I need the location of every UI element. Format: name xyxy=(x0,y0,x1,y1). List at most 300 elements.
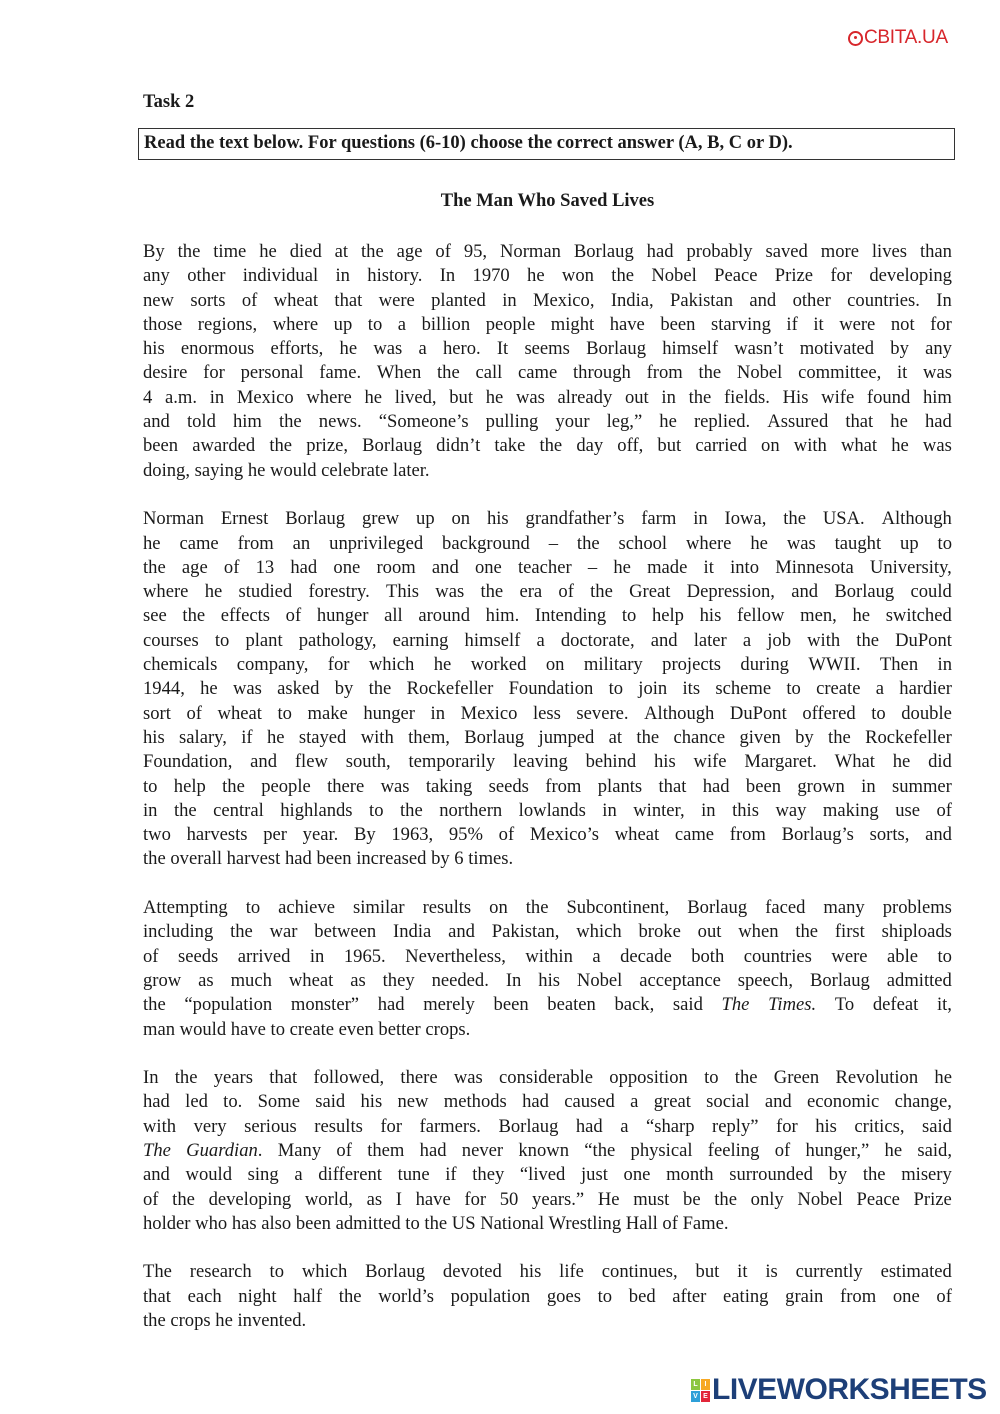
line-text: could xyxy=(910,581,952,603)
line-text: speech, xyxy=(737,969,794,991)
line-text: that xyxy=(143,1285,171,1307)
line-text: teacher xyxy=(518,556,572,578)
line-text: any xyxy=(925,338,952,360)
line-text: his xyxy=(519,1261,542,1283)
line-text: the xyxy=(143,556,166,578)
italic-source: The xyxy=(721,994,750,1016)
text-line xyxy=(143,313,952,337)
line-text: sing xyxy=(247,1164,279,1186)
line-text: of xyxy=(936,799,952,821)
line-text: much xyxy=(230,969,272,991)
line-text: other xyxy=(792,289,831,311)
line-text: In xyxy=(439,265,456,287)
line-text: not xyxy=(890,313,915,335)
line-text: India, xyxy=(610,289,654,311)
line-text: pulling xyxy=(485,411,539,433)
line-text: 50 xyxy=(499,1188,519,1210)
line-text: one xyxy=(892,1285,920,1307)
line-text: which xyxy=(368,654,415,676)
line-text: background xyxy=(442,532,530,554)
line-text: the xyxy=(525,897,549,919)
line-text: he xyxy=(527,265,545,287)
article-title: The Man Who Saved Lives xyxy=(440,191,655,211)
line-text: hunger xyxy=(316,605,369,627)
line-text: had xyxy=(575,1115,603,1137)
line-text: grew xyxy=(361,508,400,530)
line-text: to xyxy=(608,678,624,700)
line-text: the xyxy=(783,508,806,530)
line-text: harvests xyxy=(186,824,248,846)
line-text: the xyxy=(611,265,634,287)
line-text: shiploads xyxy=(881,921,952,943)
italic-source: Times. xyxy=(768,994,817,1016)
line-text: to xyxy=(214,629,230,651)
line-text: Green xyxy=(773,1067,820,1089)
line-text: Although xyxy=(881,508,952,530)
line-text: of xyxy=(285,605,302,627)
text-line xyxy=(143,240,952,264)
line-text: grandfather’s xyxy=(525,508,625,530)
line-text: offered xyxy=(802,702,856,724)
tile-l: L xyxy=(691,1379,700,1390)
line-text: DuPont xyxy=(729,702,787,724)
line-text: the xyxy=(338,1285,362,1307)
line-text: By xyxy=(353,824,376,846)
line-text: been xyxy=(493,994,529,1016)
line-text: to xyxy=(621,605,637,627)
line-text: achieve xyxy=(278,897,335,919)
line-text: that xyxy=(658,775,687,797)
line-text: beaten xyxy=(547,994,596,1016)
line-text: to xyxy=(245,897,261,919)
line-text: doctorate, xyxy=(560,629,635,651)
tile-i: I xyxy=(701,1379,710,1390)
line-text: lives xyxy=(871,241,908,262)
line-text: Assured xyxy=(767,411,829,433)
line-text: Borlaug xyxy=(687,897,748,919)
line-text: into xyxy=(730,556,760,578)
line-text: but xyxy=(657,435,682,457)
line-text: research xyxy=(189,1261,252,1283)
line-text: his xyxy=(143,726,165,748)
text-line xyxy=(143,1139,952,1163)
line-text: To xyxy=(834,994,855,1016)
line-text: his xyxy=(654,751,676,773)
line-text: efforts, xyxy=(270,338,324,360)
line-text: didn’t xyxy=(436,435,481,457)
line-text: social xyxy=(706,1091,750,1113)
line-text: He xyxy=(597,1188,620,1210)
liveworksheets-logo xyxy=(691,1373,987,1407)
line-text: change, xyxy=(894,1091,952,1113)
line-text: back, xyxy=(614,994,655,1016)
line-text: severe. xyxy=(576,702,629,724)
line-text: grown xyxy=(797,775,845,797)
line-text: bed xyxy=(628,1285,656,1307)
line-text: the xyxy=(636,726,660,748)
line-text: Nobel xyxy=(797,1188,843,1210)
line-text: and xyxy=(431,556,459,578)
line-text: one xyxy=(333,556,361,578)
line-text: and xyxy=(764,1091,792,1113)
line-text: Borlaug xyxy=(285,508,346,530)
line-text: northern xyxy=(439,799,503,821)
line-text: summer xyxy=(891,775,952,797)
line-text: he xyxy=(750,532,768,554)
line-text: by xyxy=(795,726,814,748)
line-text: switched xyxy=(885,605,952,627)
line-text: died xyxy=(289,241,322,262)
line-text: if xyxy=(445,1164,457,1186)
line-text: had xyxy=(290,556,318,578)
line-text: considerable xyxy=(499,1067,594,1089)
line-text: different xyxy=(318,1164,382,1186)
line-text: him xyxy=(232,411,262,433)
line-text: Prize xyxy=(774,265,814,287)
line-text: your xyxy=(555,411,590,433)
line-text: . xyxy=(257,1139,263,1161)
line-text: from xyxy=(729,824,766,846)
line-text: its xyxy=(682,678,701,700)
line-text: acceptance xyxy=(639,969,721,991)
line-text: worked xyxy=(470,654,527,676)
line-text: day xyxy=(576,435,604,457)
line-text: the xyxy=(698,362,722,384)
line-text: the xyxy=(734,1067,758,1089)
line-text: continues, xyxy=(601,1261,678,1283)
line-text: have xyxy=(609,313,645,335)
line-text: In xyxy=(505,969,522,991)
line-text: economic xyxy=(807,1091,880,1113)
line-text: era xyxy=(519,581,543,603)
line-text: take xyxy=(494,435,526,457)
text-line xyxy=(143,1285,952,1309)
line-text: him. xyxy=(485,605,520,627)
paragraph xyxy=(143,507,952,871)
line-text: “Someone’s xyxy=(378,411,469,433)
line-text: wheat xyxy=(288,969,334,991)
line-text: known xyxy=(518,1139,569,1161)
line-text: said xyxy=(672,994,703,1016)
line-text: great xyxy=(653,1091,691,1113)
line-text: a.m. xyxy=(164,386,197,408)
word-group xyxy=(186,1139,262,1163)
line-text: on xyxy=(761,435,780,457)
line-text: is xyxy=(765,1261,778,1283)
line-text: prize, xyxy=(306,435,348,457)
line-text: he xyxy=(339,338,358,360)
line-text: up xyxy=(416,508,435,530)
line-text: making xyxy=(822,799,879,821)
line-text: month xyxy=(666,1164,714,1186)
line-text: caused xyxy=(564,1091,615,1113)
line-text: up xyxy=(900,532,919,554)
text-line xyxy=(143,604,952,628)
line-text: this xyxy=(732,799,759,821)
line-text: history. xyxy=(367,265,423,287)
line-text: the xyxy=(222,775,245,797)
line-text: grain xyxy=(785,1285,824,1307)
line-text: up xyxy=(333,313,353,335)
line-text: his xyxy=(360,1091,383,1113)
line-text: be xyxy=(683,1188,701,1210)
line-text: the xyxy=(143,994,166,1016)
line-text: developing xyxy=(208,1188,292,1210)
line-text: devoted xyxy=(442,1261,502,1283)
line-text: he xyxy=(852,605,871,627)
line-text: as xyxy=(366,1188,383,1210)
line-text: call xyxy=(475,362,503,384)
line-text: both xyxy=(691,945,725,967)
line-text: Mexico, xyxy=(533,289,595,311)
line-text: he xyxy=(259,241,277,262)
line-text: they xyxy=(382,969,415,991)
line-text: merely xyxy=(423,994,475,1016)
line-text: what xyxy=(840,435,878,457)
line-text: the xyxy=(174,1067,198,1089)
line-text: very xyxy=(193,1115,227,1137)
text-line xyxy=(143,823,952,847)
article-body xyxy=(143,240,952,1358)
line-text: to xyxy=(704,1067,719,1089)
line-text: scheme xyxy=(715,678,772,700)
line-text: Borlaug’s xyxy=(781,824,854,846)
line-text: him xyxy=(922,386,952,408)
line-text: he xyxy=(934,1067,952,1089)
line-text: in xyxy=(861,775,876,797)
line-text: in xyxy=(693,508,708,530)
line-text: led xyxy=(185,1091,208,1113)
line-text: Norman xyxy=(499,241,561,262)
line-text: the xyxy=(590,581,613,603)
line-text: personal xyxy=(240,362,304,384)
text-line xyxy=(143,1188,952,1212)
line-text: and xyxy=(143,1164,170,1186)
line-text: decade xyxy=(620,945,672,967)
line-text: faced xyxy=(765,897,806,919)
line-text: war xyxy=(269,921,298,943)
line-text: “sharp xyxy=(646,1115,695,1137)
line-text: he xyxy=(143,532,161,554)
line-text: as xyxy=(350,969,366,991)
line-text: planted xyxy=(431,289,486,311)
line-text: the xyxy=(576,532,600,554)
line-text: farm xyxy=(641,508,677,530)
text-line xyxy=(143,361,952,385)
line-text: Nobel xyxy=(736,362,783,384)
line-text: was xyxy=(380,775,410,797)
line-text: the xyxy=(278,411,302,433)
line-text: highlands xyxy=(280,799,353,821)
line-text: to xyxy=(143,775,158,797)
line-text: during xyxy=(740,654,789,676)
line-text: surrounded xyxy=(729,1164,813,1186)
line-text: DuPont xyxy=(895,629,952,651)
line-text: His xyxy=(782,386,809,408)
line-text: for xyxy=(327,654,350,676)
line-text: USA. xyxy=(822,508,865,530)
line-text: reply” xyxy=(712,1115,759,1137)
line-text: lived, xyxy=(394,386,437,408)
line-text: his xyxy=(538,969,560,991)
line-text: he xyxy=(266,726,285,748)
line-text: it xyxy=(896,362,908,384)
line-text: he xyxy=(485,386,504,408)
line-text: sorts xyxy=(190,289,226,311)
line-text: of xyxy=(435,241,451,262)
line-text: first xyxy=(834,921,865,943)
line-text: told xyxy=(186,411,216,433)
line-text: way xyxy=(775,799,807,821)
paragraph xyxy=(143,896,952,1042)
line-text: “population xyxy=(184,994,273,1016)
text-line xyxy=(143,896,952,920)
line-text: Iowa, xyxy=(724,508,767,530)
line-text: they xyxy=(472,1164,505,1186)
line-text: followed, xyxy=(313,1067,385,1089)
line-text: seeds xyxy=(177,945,219,967)
line-text: billion xyxy=(421,313,471,335)
line-text: 1965. xyxy=(343,945,386,967)
line-text: between xyxy=(314,921,377,943)
line-text: was xyxy=(515,386,545,408)
line-text: able xyxy=(887,945,918,967)
line-text: them xyxy=(367,1139,405,1161)
line-text: age xyxy=(181,556,208,578)
line-text: a xyxy=(397,313,407,335)
line-text: wheat xyxy=(273,289,319,311)
line-text: already xyxy=(557,386,613,408)
line-text: south, xyxy=(345,751,391,773)
line-text: double xyxy=(901,702,952,724)
line-text: temporarily xyxy=(408,751,496,773)
line-text: critics, xyxy=(854,1115,905,1137)
line-text: Margaret. xyxy=(744,751,817,773)
line-text: only xyxy=(750,1188,784,1210)
line-text: needed. xyxy=(431,969,489,991)
line-text: age xyxy=(396,241,423,262)
line-text: plants xyxy=(597,775,643,797)
line-text: Depression, xyxy=(686,581,775,603)
liveworksheets-text: LIVEWORKSHEETS xyxy=(712,1373,987,1406)
line-text: in xyxy=(309,945,325,967)
line-text: winter, xyxy=(633,799,685,821)
text-line xyxy=(143,337,952,361)
paragraph xyxy=(143,1260,952,1333)
line-text: by xyxy=(890,338,909,360)
line-text: time xyxy=(213,241,247,262)
text-line xyxy=(143,993,952,1017)
line-text: within xyxy=(525,945,573,967)
line-text: committee, xyxy=(798,362,882,384)
line-text: wasn’t xyxy=(734,338,784,360)
line-text: hero. xyxy=(442,338,481,360)
text-line xyxy=(143,386,952,410)
text-line xyxy=(143,775,952,799)
line-text: Foundation xyxy=(508,678,594,700)
line-text: at xyxy=(608,726,623,748)
text-line xyxy=(143,580,952,604)
line-text: countries xyxy=(743,945,812,967)
line-text: countries. xyxy=(847,289,920,311)
line-text: where xyxy=(143,581,189,603)
line-text: was xyxy=(232,678,262,700)
line-text: he xyxy=(891,435,909,457)
line-text: the xyxy=(539,435,563,457)
line-text: less xyxy=(532,702,561,724)
line-text: fields. xyxy=(723,386,770,408)
line-text: India xyxy=(393,921,432,943)
line-text: when xyxy=(738,921,779,943)
line-text: for xyxy=(380,1115,403,1137)
line-text: saved xyxy=(765,241,808,262)
text-line xyxy=(143,532,952,556)
line-text: effects xyxy=(220,605,270,627)
line-text: the xyxy=(480,581,504,603)
line-text: farmers. xyxy=(419,1115,481,1137)
line-text: himself xyxy=(662,338,719,360)
line-text: problems xyxy=(882,897,952,919)
line-text: been xyxy=(143,435,179,457)
line-text: which xyxy=(301,1261,348,1283)
line-text: a xyxy=(592,945,601,967)
line-text: a xyxy=(875,678,885,700)
line-text: later xyxy=(693,629,727,651)
line-text: estimated xyxy=(880,1261,952,1283)
line-text: broke xyxy=(638,921,681,943)
line-text: he xyxy=(892,751,911,773)
line-text: Mexico xyxy=(236,386,294,408)
line-text: feeling xyxy=(707,1139,760,1161)
line-text: help xyxy=(651,605,684,627)
line-text: out xyxy=(697,921,722,943)
line-text: the xyxy=(399,799,423,821)
line-text: to xyxy=(277,702,292,724)
line-text: currently xyxy=(795,1261,863,1283)
line-text: half xyxy=(293,1285,323,1307)
task-label: Task 2 xyxy=(143,92,195,112)
line-text: Foundation, xyxy=(143,751,233,773)
line-text: around xyxy=(418,605,470,627)
line-text: In xyxy=(143,1067,159,1089)
line-text: – xyxy=(548,532,559,554)
line-text: must xyxy=(633,1188,670,1210)
line-text: and xyxy=(925,824,952,846)
text-line xyxy=(143,1163,952,1187)
line-text: in xyxy=(937,654,952,676)
line-text: the xyxy=(856,629,879,651)
line-text: in xyxy=(602,799,617,821)
line-text: It xyxy=(496,338,509,360)
line-text: which xyxy=(576,921,622,943)
tiles-icon xyxy=(691,1379,710,1402)
text-line xyxy=(143,1260,952,1284)
line-text: seeds xyxy=(488,775,529,797)
line-text: Borlaug xyxy=(834,581,895,603)
text-line xyxy=(143,1018,952,1042)
line-text: the crops he invented. xyxy=(143,1310,307,1332)
line-text: where xyxy=(272,313,319,335)
line-text: it xyxy=(703,556,714,578)
line-text: been xyxy=(660,313,696,335)
tile-v: V xyxy=(691,1391,700,1402)
line-text: other xyxy=(187,265,226,287)
line-text: courses xyxy=(143,629,199,651)
line-text: night xyxy=(238,1285,277,1307)
text-line xyxy=(143,459,952,483)
line-text: came xyxy=(674,824,715,846)
line-text: to xyxy=(597,1285,613,1307)
